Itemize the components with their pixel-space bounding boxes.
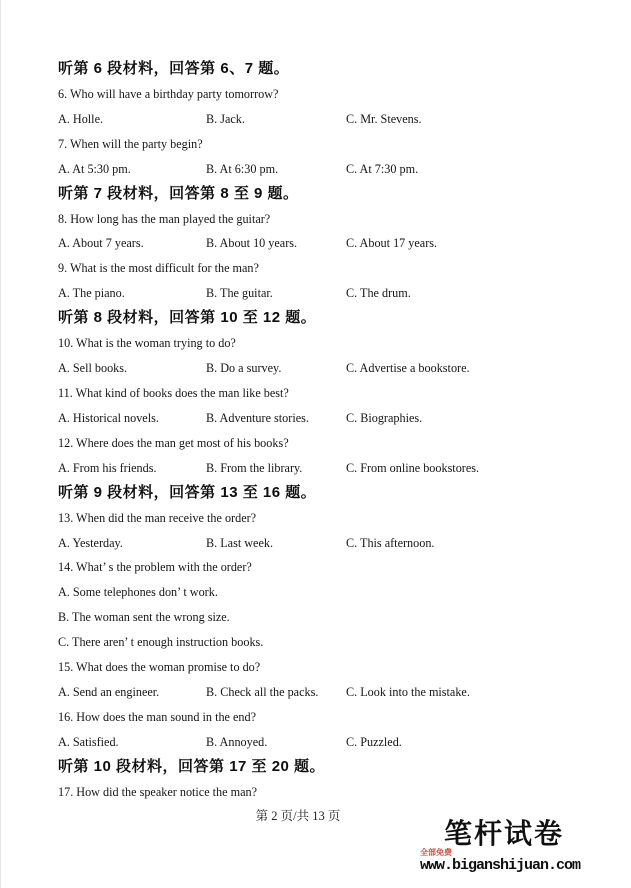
biganshijuan-logo <box>420 818 631 875</box>
question-8-option-b: B. About 10 years. <box>206 236 298 251</box>
question-7-option-b: B. At 6:30 pm. <box>206 161 279 176</box>
question-9-option-c: C. The drum. <box>346 286 411 301</box>
question-8-text: 8. How long has the man played the guitar? <box>58 211 271 226</box>
question-13-text: 13. When did the man receive the order? <box>58 510 257 525</box>
question-11-option-b: B. Adventure stories. <box>206 410 309 425</box>
question-9-text: 9. What is the most difficult for the man? <box>58 261 259 276</box>
section-10-heading: 听第 10 段材料，回答第 17 至 20 题。 <box>58 757 326 775</box>
question-13-option-a: A. Yesterday. <box>58 535 123 550</box>
question-7-options <box>58 157 603 182</box>
question-15-option-b: B. Check all the packs. <box>206 685 319 700</box>
question-16-option-b: B. Annoyed. <box>206 734 268 749</box>
question-11-text: 11. What kind of books does the man like best? <box>58 385 289 400</box>
section-7-heading: 听第 7 段材料，回答第 8 至 9 题。 <box>58 184 299 202</box>
question-12-option-b: B. From the library. <box>206 460 303 475</box>
question-8-option-c: C. About 17 years. <box>346 236 438 251</box>
question-15-text: 15. What does the woman promise to do? <box>58 660 261 675</box>
question-13-options <box>58 531 603 556</box>
section-8-heading: 听第 8 段材料，回答第 10 至 12 题。 <box>58 309 317 327</box>
question-11-options <box>58 406 603 431</box>
question-14-option-b: B. The woman sent the wrong size. <box>58 610 230 625</box>
question-10-text: 10. What is the woman trying to do? <box>58 336 236 351</box>
question-16-options <box>58 730 603 755</box>
question-6-options <box>58 107 603 132</box>
question-12-text: 12. Where does the man get most of his books? <box>58 435 289 450</box>
question-11-option-c: C. Biographies. <box>346 410 423 425</box>
question-14-text: 14. What’ s the problem with the order? <box>58 560 252 575</box>
question-14-option-c: C. There aren’ t enough instruction books. <box>58 635 264 650</box>
question-8-option-a: A. About 7 years. <box>58 236 144 251</box>
question-10-options <box>58 356 603 381</box>
question-10-option-c: C. Advertise a bookstore. <box>346 361 470 376</box>
question-12-option-c: C. From online bookstores. <box>346 460 480 475</box>
question-14-option-a: A. Some telephones don’ t work. <box>58 585 218 600</box>
question-12-option-a: A. From his friends. <box>58 460 157 475</box>
question-13-option-b: B. Last week. <box>206 535 274 550</box>
question-16-text: 16. How does the man sound in the end? <box>58 709 257 724</box>
question-15-option-a: A. Send an engineer. <box>58 685 160 700</box>
question-7-option-c: C. At 7:30 pm. <box>346 161 419 176</box>
question-16-option-c: C. Puzzled. <box>346 734 402 749</box>
question-15-options <box>58 680 603 705</box>
question-11-option-a: A. Historical novels. <box>58 410 159 425</box>
section-6-heading: 听第 6 段材料，回答第 6、7 题。 <box>58 60 290 77</box>
question-6-text: 6. Who will have a birthday party tomorrow? <box>58 86 279 101</box>
question-7-option-a: A. At 5:30 pm. <box>58 161 131 176</box>
question-17-text: 17. How did the speaker notice the man? <box>58 784 257 799</box>
question-16-option-a: A. Satisfied. <box>58 734 119 749</box>
logo-website-url: www.biganshijuan.com <box>420 857 581 874</box>
question-6-option-c: C. Mr. Stevens. <box>346 111 422 126</box>
logo-brand-text: 笔杆试卷 <box>444 818 565 849</box>
exam-body <box>58 57 603 805</box>
logo-free-stamp: 全部免费 <box>420 848 452 857</box>
question-9-option-b: B. The guitar. <box>206 286 273 301</box>
question-8-options <box>58 231 603 256</box>
question-6-option-a: A. Holle. <box>58 111 104 126</box>
question-13-option-c: C. This afternoon. <box>346 535 435 550</box>
question-9-options <box>58 281 603 306</box>
question-10-option-b: B. Do a survey. <box>206 361 282 376</box>
page-number: 第 2 页/共 13 页 <box>255 809 341 823</box>
question-6-option-b: B. Jack. <box>206 111 245 126</box>
question-9-option-a: A. The piano. <box>58 286 125 301</box>
question-15-option-c: C. Look into the mistake. <box>346 685 470 700</box>
question-12-options <box>58 456 603 481</box>
section-9-heading: 听第 9 段材料，回答第 13 至 16 题。 <box>58 483 317 501</box>
question-7-text: 7. When will the party begin? <box>58 136 203 151</box>
question-10-option-a: A. Sell books. <box>58 361 128 376</box>
